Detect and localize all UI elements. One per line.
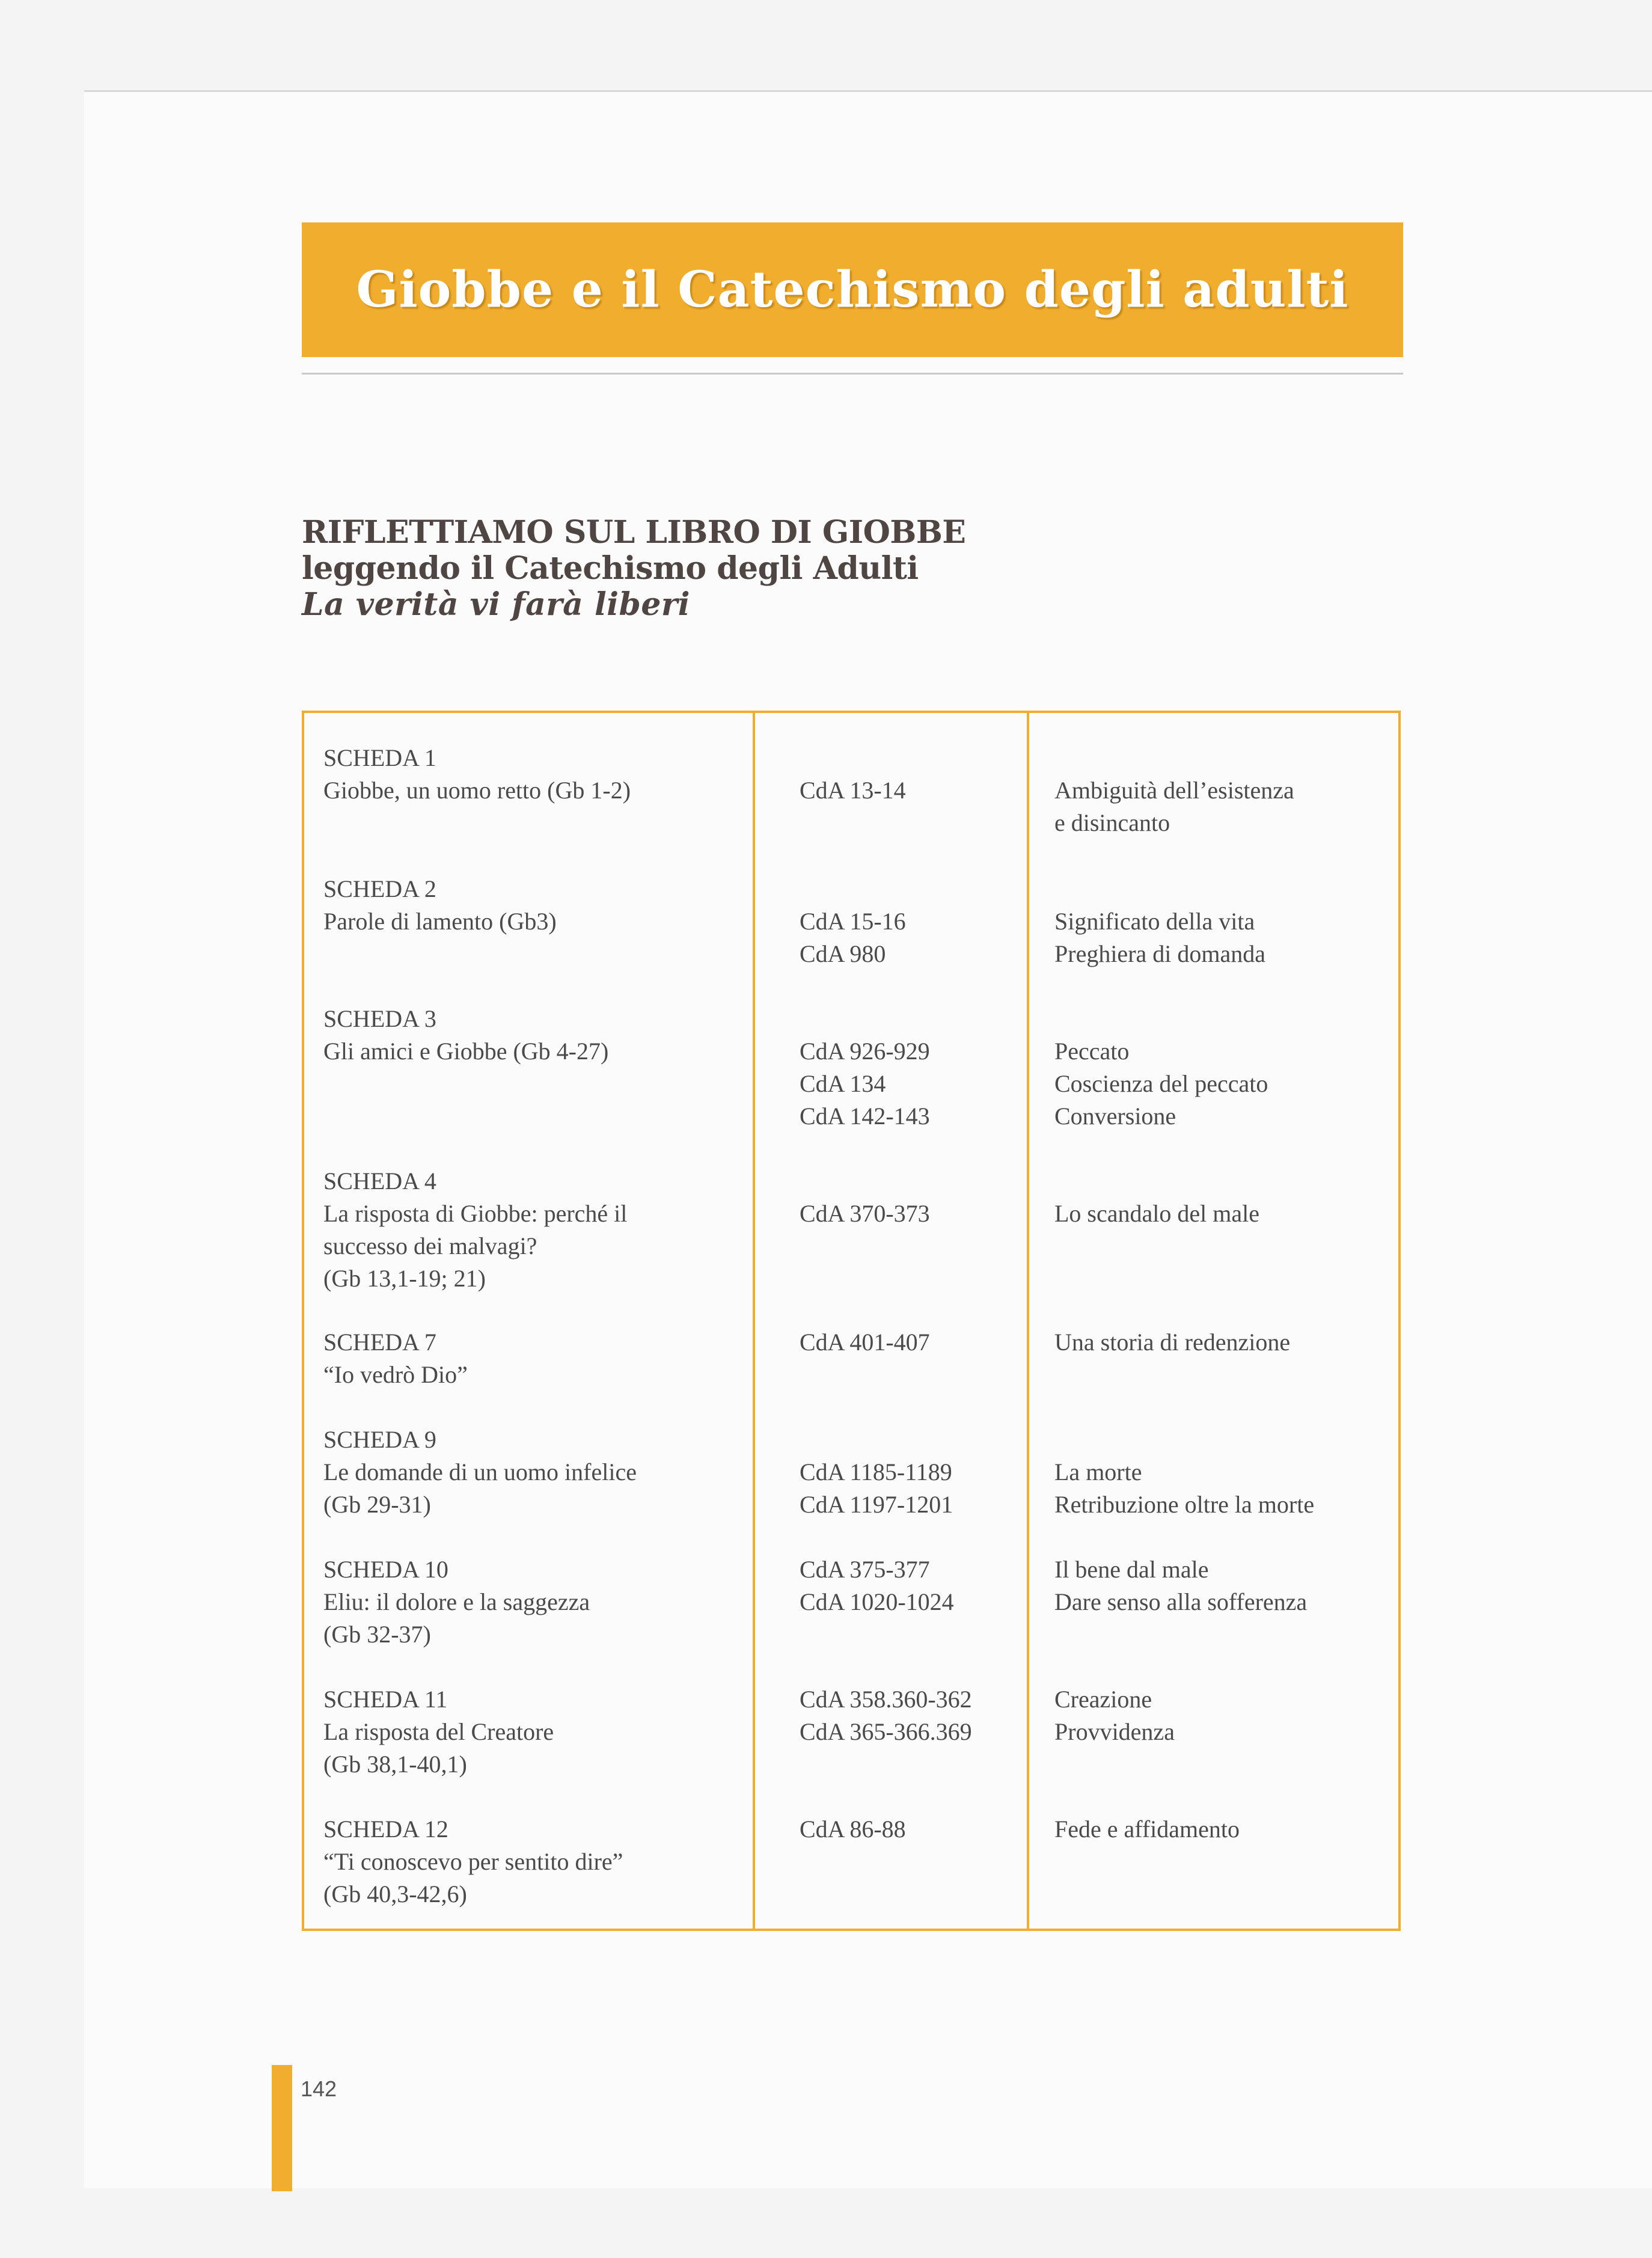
cda-reference: CdA 926-929: [800, 1038, 930, 1065]
scheda-cell-line: (Gb 29-31): [323, 1491, 431, 1518]
theme-label: Preghiera di domanda: [1054, 940, 1265, 967]
theme-label: [1054, 742, 1391, 774]
cda-reference: [800, 873, 1052, 905]
theme-label: [1054, 1003, 1391, 1035]
page-edge-line: [84, 90, 1652, 92]
theme-label: Fede e affidamento: [1054, 1816, 1240, 1843]
intro-motto: La verità vi farà liberi: [302, 586, 691, 623]
theme-label: La morte: [1054, 1458, 1142, 1485]
theme-label: Ambiguità dell’esistenza: [1054, 777, 1294, 804]
scheda-cell-line: Parole di lamento (Gb3): [323, 908, 557, 935]
theme-label: [1054, 873, 1391, 905]
theme-label: Significato della vita: [1054, 908, 1255, 935]
scheda-cell-line: La risposta di Giobbe: perché il: [323, 1200, 628, 1227]
theme-label: Una storia di redenzione: [1054, 1329, 1291, 1356]
theme-label: Lo scandalo del male: [1054, 1200, 1259, 1227]
footer-accent-bar: [272, 2065, 292, 2191]
scheda-cell-line: Eliu: il dolore e la saggezza: [323, 1588, 590, 1615]
cda-reference: CdA 365-366.369: [800, 1718, 972, 1745]
cda-reference: CdA 142-143: [800, 1103, 930, 1130]
theme-label: [1054, 1165, 1391, 1198]
cda-reference: [800, 742, 1052, 774]
cda-reference: CdA 1185-1189: [800, 1458, 952, 1485]
scheda-cell-line: SCHEDA 7: [323, 1329, 436, 1356]
scheda-cell-line: Giobbe, un uomo retto (Gb 1-2): [323, 777, 631, 804]
cda-reference: CdA 401-407: [800, 1329, 930, 1356]
theme-label: Retribuzione oltre la morte: [1054, 1491, 1315, 1518]
theme-label: e disincanto: [1054, 809, 1170, 836]
theme-label: Coscienza del peccato: [1054, 1070, 1268, 1097]
cda-reference: CdA 13-14: [800, 777, 906, 804]
scheda-cell-line: “Io vedrò Dio”: [323, 1361, 468, 1388]
cda-reference: CdA 370-373: [800, 1200, 930, 1227]
theme-label: Provvidenza: [1054, 1718, 1175, 1745]
cda-reference: CdA 134: [800, 1070, 886, 1097]
cda-reference: [800, 1003, 1052, 1035]
scheda-cell-line: SCHEDA 2: [323, 875, 436, 902]
theme-label: Peccato: [1054, 1038, 1130, 1065]
scheda-cell-line: SCHEDA 9: [323, 1426, 436, 1453]
theme-label: Il bene dal male: [1054, 1556, 1209, 1583]
scheda-cell-line: Le domande di un uomo infelice: [323, 1458, 637, 1485]
page-title: Giobbe e il Catechismo degli adulti: [356, 261, 1349, 319]
page-number: 142: [301, 2076, 337, 2101]
scheda-cell-line: SCHEDA 11: [323, 1686, 448, 1713]
theme-label: Dare senso alla sofferenza: [1054, 1588, 1308, 1615]
scheda-cell-line: successo dei malvagi?: [323, 1232, 537, 1259]
scheda-cell-line: SCHEDA 12: [323, 1816, 448, 1843]
scheda-cell-line: (Gb 13,1-19; 21): [323, 1265, 486, 1292]
intro-subheading: leggendo il Catechismo degli Adulti: [302, 550, 919, 587]
theme-label: Conversione: [1054, 1103, 1176, 1130]
cda-reference: [800, 1165, 1052, 1198]
cda-reference: CdA 1020-1024: [800, 1588, 954, 1615]
cda-reference: CdA 980: [800, 940, 886, 967]
scheda-cell-line: La risposta del Creatore: [323, 1718, 554, 1745]
cda-reference: CdA 375-377: [800, 1556, 930, 1583]
intro-heading: RIFLETTIAMO SUL LIBRO DI GIOBBE: [302, 514, 966, 551]
intro-block: [302, 515, 1023, 623]
scheda-cell-line: SCHEDA 1: [323, 744, 436, 771]
cda-reference: CdA 1197-1201: [800, 1491, 953, 1518]
cda-reference: CdA 86-88: [800, 1816, 906, 1843]
cda-reference: [800, 1424, 1052, 1456]
scheda-cell-line: (Gb 38,1-40,1): [323, 1751, 467, 1778]
scheda-cell-line: SCHEDA 4: [323, 1167, 436, 1195]
theme-label: [1054, 1424, 1391, 1456]
cda-reference: CdA 358.360-362: [800, 1686, 972, 1713]
scheda-cell-line: SCHEDA 3: [323, 1005, 436, 1032]
theme-label: Creazione: [1054, 1686, 1152, 1713]
scheda-cell-line: Gli amici e Giobbe (Gb 4-27): [323, 1038, 609, 1065]
scheda-cell-line: (Gb 40,3-42,6): [323, 1880, 467, 1908]
title-divider: [302, 373, 1403, 375]
cda-reference: CdA 15-16: [800, 908, 906, 935]
title-banner: [302, 222, 1403, 357]
scheda-cell-line: (Gb 32-37): [323, 1621, 431, 1648]
scheda-cell-line: SCHEDA 10: [323, 1556, 448, 1583]
scheda-cell-line: “Ti conoscevo per sentito dire”: [323, 1848, 623, 1875]
